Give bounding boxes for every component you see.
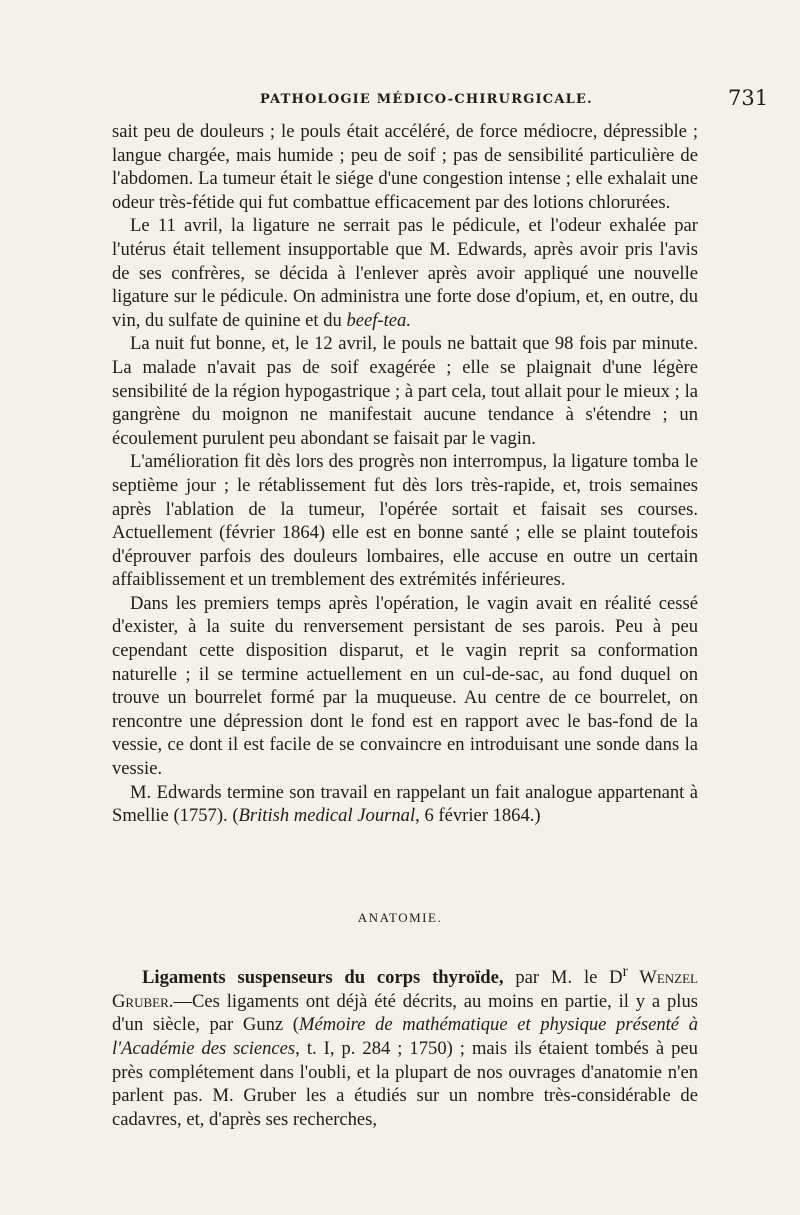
paragraph: L'amélioration fit dès lors des progrès non interrompus, la ligature tomba le septième jour ; le rétablissement fut dès lors très-rapide, et, trois semaines après l'ablation de la tumeur, l'opérée sortait et faisait ses courses. Actuellement (février 1864) elle est en bonne santé ; elle se plaint toutefois d'éprouver parfois des douleurs lombaires, elle accuse en outre un certain affaiblissement et un tremblement des extrémités inférieures.: [112, 451, 698, 591]
italic-term: beef-tea.: [346, 309, 411, 331]
paragraph-text: , 6 février 1864.): [415, 805, 541, 827]
journal-title: British medical Journal: [238, 805, 416, 827]
paragraph: La nuit fut bonne, et, le 12 avril, le pouls ne battait que 98 fois par minute. La malade n'avait pas de soif exagérée ; elle se plaignait d'une légère sensibilité de la région hypogastrique ; à part cela, tout allait pour le mieux ; la gangrène du moignon ne manifestait aucune tendance à s'étendre ; un écoulement purulent peu abondant se faisait par le vagin.: [112, 333, 698, 449]
article-title: Ligaments suspenseurs du corps thyroïde,: [142, 967, 504, 989]
byline: par M. le D: [503, 967, 623, 989]
running-title: PATHOLOGIE MÉDICO-CHIRURGICALE.: [260, 92, 593, 107]
paragraph-text: Le 11 avril, la ligature ne serrait pas le pédicule, et l'odeur exhalée par l'utérus était tellement insupportable que M. Edwards, après avoir pris l'avis de ses confrères, se décida à l'enlever après avoir appliqué une nouvelle ligature sur le pédicule. On administra une forte dose d'opium, et, en outre, du vin, du sulfate de quinine et du: [112, 215, 698, 331]
paragraph: Dans les premiers temps après l'opération, le vagin avait en réalité cessé d'exister, à la suite du renversement persistant de ses parois. Peu à peu cependant cette disposition disparut, et le vagin reprit sa conformation naturelle ; il se termine actuellement en un cul-de-sac, au fond duquel on trouve un bourrelet formé par la muqueuse. Au centre de ce bourrelet, on rencontre une dépression dont le fond est en rapport avec le bas-fond de la vessie, ce dont il est facile de se convaincre en introduisant une sonde dans la vessie.: [112, 592, 698, 780]
paragraph-text: M. Edwards termine son travail en rappelant un fait analogue appartenant à Smellie (1757). (: [112, 781, 698, 827]
paragraph: sait peu de douleurs ; le pouls était accéléré, de force médiocre, dépressible ; langue chargée, mais humide ; peu de soif ; pas de sensibilité particulière de l'abdomen. La tumeur était le siége d'une congestion intense ; elle exhalait une odeur très-fétide qui fut combattue efficacement par des lotions chlorurées.: [112, 121, 698, 213]
section-body: [112, 960, 698, 1131]
byline-sup: r: [622, 963, 628, 980]
paragraph: [112, 781, 698, 828]
paragraph: [112, 214, 698, 332]
body-text: [112, 120, 698, 828]
paragraph-text: , t. I, p. 284 ; 1750) ; mais ils étaient tombés à peu près complétement dans l'oubli, et la plupart de nos ouvrages d'anatomie n'en parlent pas. M. Gruber les a étudiés sur un nombre très-considérable de cadavres, et, d'après ses recherches,: [112, 1037, 698, 1130]
page-number: 731: [728, 86, 769, 110]
section-heading: ANATOMIE.: [357, 910, 443, 925]
author-name: Wenzel Gruber.: [112, 967, 698, 1012]
paragraph-text: —Ces ligaments ont déjà été décrits, au moins en partie, il y a plus d'un siècle, par Gunz (: [112, 990, 698, 1036]
cited-work: Mémoire de mathématique et physique présenté à l'Académie des sciences: [112, 1014, 698, 1059]
paragraph: [112, 960, 698, 1131]
